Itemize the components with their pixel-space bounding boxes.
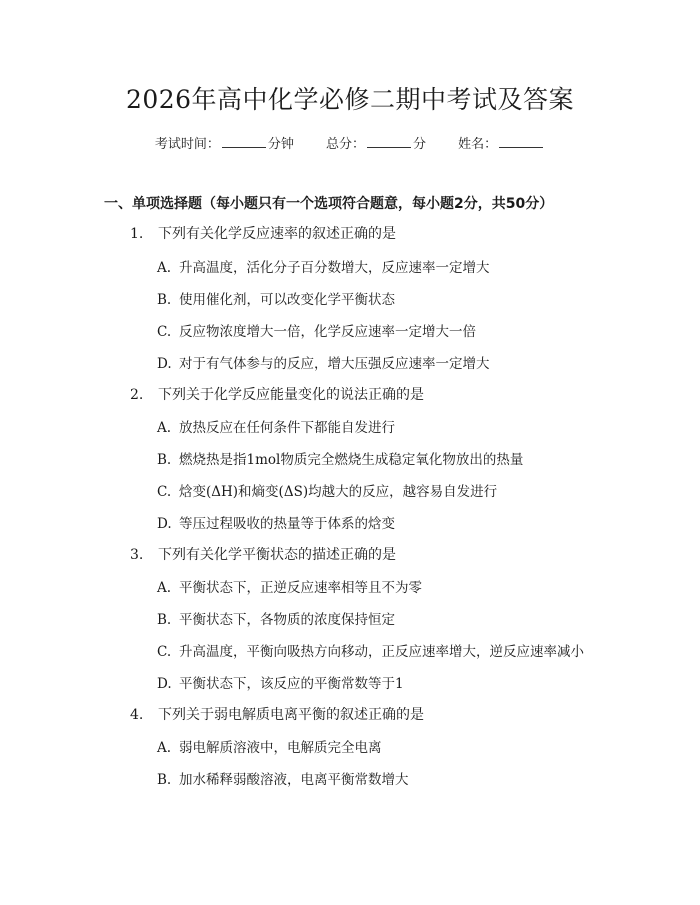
option[interactable] (157, 288, 395, 308)
question-text: 下列有关化学平衡状态的描述正确的是 (158, 547, 396, 563)
option-text: 燃烧热是指1mol物质完全燃烧生成稳定氧化物放出的热量 (179, 452, 524, 468)
question-stem (130, 704, 424, 724)
option-text: 等压过程吸收的热量等于体系的焓变 (179, 516, 395, 532)
option-letter: A. (157, 420, 172, 436)
option-text: 使用催化剂，可以改变化学平衡状态 (179, 292, 395, 308)
time-label: 考试时间： (154, 137, 220, 152)
option-letter: D. (157, 676, 172, 692)
question-number: 3. (130, 547, 144, 563)
option-letter: A. (157, 260, 172, 276)
exam-meta (0, 133, 700, 152)
option-letter: B. (157, 612, 172, 628)
question-text: 下列关于弱电解质电离平衡的叙述正确的是 (158, 707, 424, 723)
option[interactable] (157, 736, 382, 756)
option[interactable] (157, 352, 490, 372)
option-text: 焓变(ΔH)和熵变(ΔS)均越大的反应，越容易自发进行 (179, 484, 498, 500)
option[interactable] (157, 256, 490, 276)
question-stem (130, 223, 396, 243)
question-number: 1. (130, 226, 144, 242)
question-stem (130, 544, 396, 564)
exam-score (326, 137, 430, 152)
option-text: 加水稀释弱酸溶液，电离平衡常数增大 (179, 772, 409, 788)
option[interactable] (157, 576, 422, 596)
option[interactable] (157, 320, 476, 340)
option-text: 平衡状态下，正逆反应速率相等且不为零 (179, 580, 422, 596)
option-text: 对于有气体参与的反应，增大压强反应速率一定增大 (179, 356, 490, 372)
option-text: 弱电解质溶液中，电解质完全电离 (179, 740, 382, 756)
option-letter: C. (157, 324, 172, 340)
option-text: 升高温度，活化分子百分数增大，反应速率一定增大 (179, 260, 490, 276)
option-letter: B. (157, 452, 172, 468)
option-letter: D. (157, 516, 172, 532)
option-letter: B. (157, 292, 172, 308)
option-text: 升高温度，平衡向吸热方向移动，正反应速率增大，逆反应速率减小 (179, 644, 584, 660)
name-blank[interactable] (499, 135, 543, 148)
time-unit: 分钟 (267, 137, 294, 152)
name-label: 姓名： (458, 137, 498, 152)
exam-time (155, 137, 298, 152)
student-name (458, 137, 545, 152)
option-letter: A. (157, 580, 172, 596)
score-unit: 分 (413, 137, 427, 152)
option-text: 放热反应在任何条件下都能自发进行 (179, 420, 395, 436)
option[interactable] (157, 608, 395, 628)
option-letter: C. (157, 644, 172, 660)
option[interactable] (157, 672, 404, 692)
option[interactable] (157, 480, 497, 500)
option[interactable] (157, 640, 584, 660)
option-text: 平衡状态下，该反应的平衡常数等于1 (179, 676, 404, 692)
score-blank[interactable] (367, 135, 411, 148)
option-letter: D. (157, 356, 172, 372)
option[interactable] (157, 768, 409, 788)
option-letter: A. (157, 740, 172, 756)
option-letter: C. (157, 484, 172, 500)
option[interactable] (157, 512, 395, 532)
time-blank[interactable] (222, 135, 266, 148)
score-label: 总分： (325, 137, 365, 152)
option[interactable] (157, 416, 395, 436)
section-heading: 一、单项选择题（每小题只有一个选项符合题意，每小题2分，共50分） (104, 196, 554, 212)
option-text: 平衡状态下，各物质的浓度保持恒定 (179, 612, 395, 628)
page-title: 2026年高中化学必修二期中考试及答案 (125, 85, 575, 114)
option-text: 反应物浓度增大一倍，化学反应速率一定增大一倍 (179, 324, 476, 340)
question-text: 下列有关化学反应速率的叙述正确的是 (158, 226, 396, 242)
question-stem (130, 384, 424, 404)
question-number: 4. (130, 707, 144, 723)
option[interactable] (157, 448, 523, 468)
question-text: 下列关于化学反应能量变化的说法正确的是 (158, 387, 424, 403)
option-letter: B. (157, 772, 172, 788)
question-number: 2. (130, 387, 144, 403)
